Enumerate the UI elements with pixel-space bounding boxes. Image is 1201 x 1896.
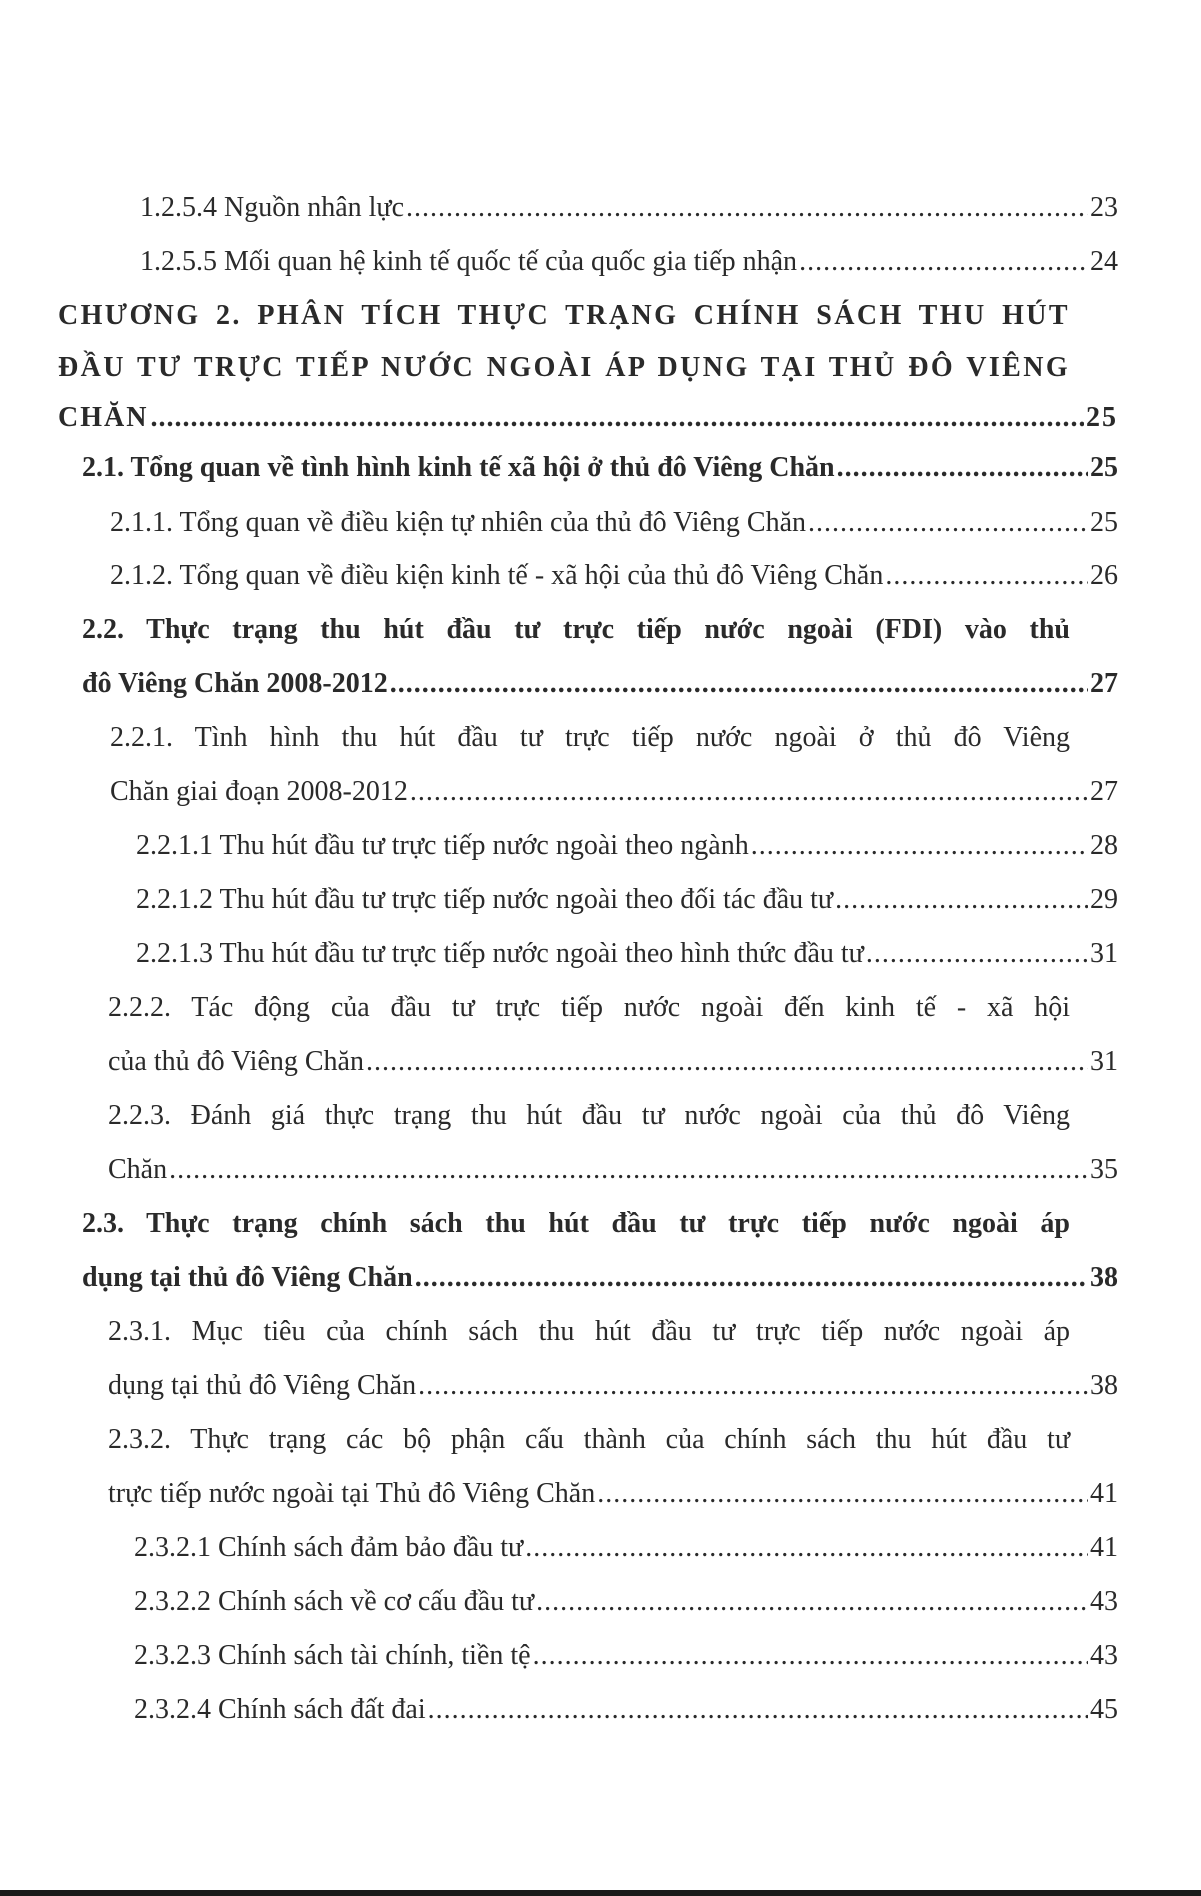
leader-dots [885, 558, 1088, 594]
toc-entry-page: 43 [1090, 1640, 1118, 1671]
leader-dots [410, 774, 1088, 810]
chapter-heading-line: CHĂN [58, 402, 149, 433]
toc-entry-text: 2.1.1. Tổng quan về điều kiện tự nhiên của thủ đô Viêng Chăn [110, 507, 807, 538]
toc-entry-line: 2.3.2. Thực trạng các bộ phận cấu thành của chính sách thu hút đầu tư [108, 1424, 1070, 1455]
leader-dots [808, 505, 1088, 541]
toc-entry-text: 2.1.2. Tổng quan về điều kiện kinh tế - xã hội của thủ đô Viêng Chăn [110, 560, 884, 591]
leader-dots [406, 190, 1088, 226]
toc-entry-line: 2.3. Thực trạng chính sách thu hút đầu tư trực tiếp nước ngoài áp [82, 1208, 1070, 1239]
leader-dots [418, 1368, 1088, 1404]
toc-entry-page: 43 [1090, 1586, 1118, 1617]
toc-entry [134, 1530, 1118, 1566]
toc-entry-page: 41 [1090, 1532, 1118, 1563]
toc-entry [140, 244, 1118, 280]
toc-entry-line: 2.2.2. Tác động của đầu tư trực tiếp nước ngoài đến kinh tế - xã hội [108, 992, 1070, 1023]
chapter-heading-line: CHƯƠNG 2. PHÂN TÍCH THỰC TRẠNG CHÍNH SÁCH THU HÚT [58, 300, 1070, 331]
toc-entry-text: của thủ đô Viêng Chăn [108, 1046, 364, 1077]
toc-entry-line: 2.3.1. Mục tiêu của chính sách thu hút đầu tư trực tiếp nước ngoài áp [108, 1316, 1070, 1347]
leader-dots [866, 936, 1088, 972]
toc-entry-text: trực tiếp nước ngoài tại Thủ đô Viêng Chăn [108, 1478, 596, 1509]
toc-entry-text: 2.3.2.3 Chính sách tài chính, tiền tệ [134, 1640, 531, 1671]
leader-dots [799, 244, 1088, 280]
toc-entry-text: Chăn giai đoạn 2008-2012 [110, 776, 408, 807]
toc-entry-page: 45 [1090, 1694, 1118, 1725]
toc-entry [82, 1260, 1118, 1296]
toc-entry-page: 35 [1090, 1154, 1118, 1185]
leader-dots [835, 882, 1088, 918]
toc-entry-text: 2.1. Tổng quan về tình hình kinh tế xã hội ở thủ đô Viêng Chăn [82, 452, 835, 483]
toc-entry [110, 774, 1118, 810]
toc-entry-text: đô Viêng Chăn 2008-2012 [82, 668, 388, 699]
toc-entry-page: 25 [1090, 452, 1118, 483]
toc-entry-page: 25 [1090, 507, 1118, 538]
leader-dots [428, 1692, 1088, 1728]
toc-entry-page: 27 [1090, 668, 1118, 699]
toc-entry [110, 558, 1118, 594]
toc-entry-page: 28 [1090, 830, 1118, 861]
toc-entry [134, 1692, 1118, 1728]
toc-entry-page: 38 [1090, 1370, 1118, 1401]
toc-entry-page: 23 [1090, 192, 1118, 223]
toc-entry-text: 2.3.2.4 Chính sách đất đai [134, 1694, 426, 1725]
toc-entry-text: 2.3.2.1 Chính sách đảm bảo đầu tư [134, 1532, 524, 1563]
toc-entry-text: Chăn [108, 1154, 168, 1185]
toc-entry-page: 31 [1090, 938, 1118, 969]
toc-entry-text: 2.2.1.1 Thu hút đầu tư trực tiếp nước ngoài theo ngành [136, 830, 749, 861]
toc-entry-page: 25 [1086, 402, 1118, 433]
toc-entry [82, 666, 1118, 702]
toc-entry-text: dụng tại thủ đô Viêng Chăn [108, 1370, 417, 1401]
toc-entry [134, 1638, 1118, 1674]
toc-entry-text: 1.2.5.4 Nguồn nhân lực [140, 192, 405, 223]
toc-entry [58, 400, 1118, 436]
leader-dots [390, 666, 1088, 702]
toc-entry [136, 936, 1118, 972]
leader-dots [597, 1476, 1088, 1512]
toc-entry-page: 41 [1090, 1478, 1118, 1509]
leader-dots [536, 1584, 1088, 1620]
toc-entry [134, 1584, 1118, 1620]
toc-entry [140, 190, 1118, 226]
chapter-heading-line: ĐẦU TƯ TRỰC TIẾP NƯỚC NGOÀI ÁP DỤNG TẠI THỦ ĐÔ VIÊNG [58, 352, 1070, 383]
toc-entry-line: 2.2. Thực trạng thu hút đầu tư trực tiếp nước ngoài (FDI) vào thủ [82, 614, 1070, 645]
toc-entry [108, 1044, 1118, 1080]
toc-entry-page: 24 [1090, 246, 1118, 277]
leader-dots [525, 1530, 1088, 1566]
toc-entry-page: 27 [1090, 776, 1118, 807]
leader-dots [169, 1152, 1088, 1188]
toc-entry-line: 2.2.1. Tình hình thu hút đầu tư trực tiếp nước ngoài ở thủ đô Viêng [110, 722, 1070, 753]
scan-edge-strip [0, 1890, 1201, 1896]
toc-entry-text: 2.2.1.3 Thu hút đầu tư trực tiếp nước ngoài theo hình thức đầu tư [136, 938, 864, 969]
toc-entry [108, 1152, 1118, 1188]
leader-dots [533, 1638, 1088, 1674]
toc-entry-line: 2.2.3. Đánh giá thực trạng thu hút đầu tư nước ngoài của thủ đô Viêng [108, 1100, 1070, 1131]
leader-dots [751, 828, 1088, 864]
leader-dots [415, 1260, 1088, 1296]
toc-entry-text: 1.2.5.5 Mối quan hệ kinh tế quốc tế của quốc gia tiếp nhận [140, 246, 798, 277]
toc-entry-text: 2.2.1.2 Thu hút đầu tư trực tiếp nước ngoài theo đối tác đầu tư [136, 884, 834, 915]
toc-entry-text: 2.3.2.2 Chính sách về cơ cấu đầu tư [134, 1586, 535, 1617]
toc-entry [136, 828, 1118, 864]
toc-entry [136, 882, 1118, 918]
toc-entry-page: 29 [1090, 884, 1118, 915]
toc-entry [108, 1476, 1118, 1512]
leader-dots [366, 1044, 1088, 1080]
leader-dots [150, 400, 1084, 436]
toc-entry-page: 38 [1090, 1262, 1118, 1293]
toc-entry [110, 505, 1118, 541]
toc-entry-page: 31 [1090, 1046, 1118, 1077]
toc-entry [82, 450, 1118, 486]
leader-dots [837, 450, 1088, 486]
toc-entry-page: 26 [1090, 560, 1118, 591]
toc-entry [108, 1368, 1118, 1404]
toc-entry-text: dụng tại thủ đô Viêng Chăn [82, 1262, 413, 1293]
